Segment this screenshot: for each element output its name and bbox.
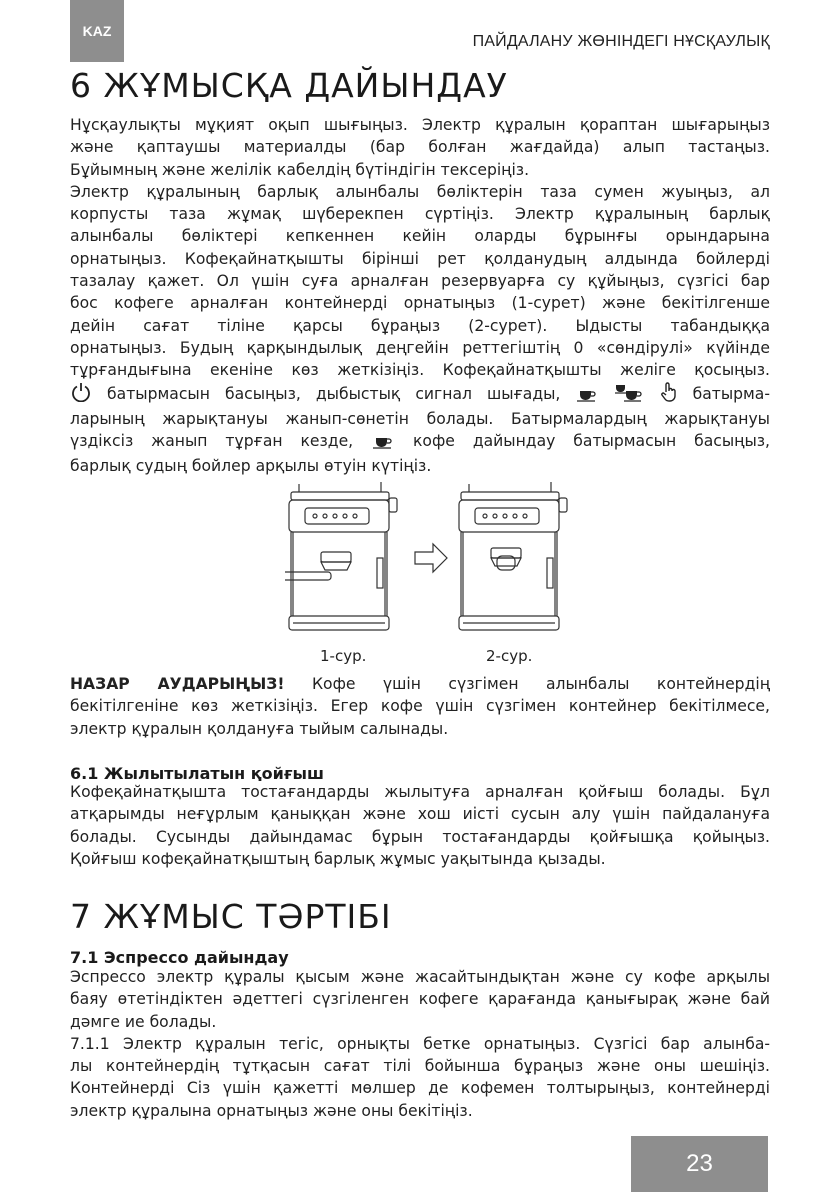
line15-text-b: кофе дайындау батырмасын басыңыз, [413,432,771,451]
body-line: және қаптаушы материалды (бар болған жағдайда) алып тастаңыз. [70,138,770,157]
body-line: Кофеқайнатқышта тостағандарды жылытуға арналған қойғыш болады. Бұл [70,783,770,801]
body-line: Контейнерді Сіз үшін қажетті мөлшер де кофемен толтырыңыз, контейнерді [70,1079,770,1098]
section-6-body [70,114,770,478]
body-line: ларының жарықтануы жанып-сөнетін болады. Батырмалардың жарықтануы [70,409,770,428]
body-line: дейін сағат тіліне қарсы бұраңыз (2-сурет). Ыдысты табандыққа [70,316,770,335]
body-line: корпусты таза жұмақ шүберекпен сүртіңіз. Электр құралының барлық [70,205,770,224]
body-line: орнатыңыз. Будың қарқындылық деңгейін реттегіштің 0 «сөндірулі» күйінде [70,338,770,357]
figure-caption-2: 2-сур. [486,647,533,665]
warning-line: электр құралын қолдануға тыйым салынады. [70,719,449,738]
hand-touch-icon [660,382,678,408]
single-cup-icon [371,433,395,455]
body-line: электр құралына орнатыңыз және оны бекітіңіз. [70,1101,473,1120]
line15-text-a: үздіксіз жанып тұрған кезде, [70,432,354,451]
line13-text-b: батырма- [692,384,770,403]
body-line: Нұсқаулықты мұқият оқып шығыңыз. Электр құралын қораптан шығарыңыз [70,116,770,134]
body-line: Эспрессо электр құралы қысым және жасайтындықтан және су кофе арқылы [70,968,770,986]
body-line: барлық судың бойлер арқылы өтуін күтіңіз. [70,457,432,476]
section-7-1-body [70,966,770,1122]
body-line: дәмге ие болады. [70,1012,217,1031]
body-line: Қойғыш кофеқайнатқыштың барлық жұмыс уақытында қызады. [70,849,606,868]
body-line: тазалау қажет. Ол үшін суға арналған резервуарға су құйыңыз, сүзгісі бар [70,272,770,291]
figure-caption-1: 1-сур. [320,647,367,665]
single-cup-icon [575,386,599,408]
warning-line1-rest: Кофе үшін сүзгімен алынбалы контейнердің [311,675,770,693]
body-line: алынбалы бөліктері кепкеннен кейін оларды бұрынғы орындарына [70,227,770,246]
page-number: 23 [631,1136,768,1192]
body-line-with-icon [70,430,770,455]
section-7-1-title: 7.1 Эспрессо дайындау [70,948,289,967]
body-line: лы контейнердің тұтқасын сағат тілі бойынша бұраңыз және оны шешіңіз. [70,1057,770,1076]
body-line: Бұйымның және желілік кабелдің бүтіндігін тексеріңіз. [70,160,530,179]
warning-block [70,673,770,740]
coffee-machine-illustration [285,478,575,643]
body-line: тұрғандығына екеніне көз жеткізіңіз. Кофеқайнатқышты желіге қосыңыз. [70,361,770,380]
body-line-with-icons [70,382,770,408]
body-line: бос кофеге арналған контейнерді орнатыңыз (1-сурет) және бекітілгенше [70,294,770,313]
body-line: 7.1.1 Электр құралын тегіс, орнықты бетке орнатыңыз. Сүзгісі бар алынба- [70,1034,770,1053]
body-line: баяу өтетіндіктен әдеттегі сүзгіленген кофеге қарағанда қанығырақ және бай [70,990,770,1009]
warning-line [70,673,770,695]
body-line: атқарымды неғұрлым қаныққан және хош иісті сусын алу үшін пайдалануға [70,805,770,824]
language-tab: KAZ [70,0,124,62]
double-cup-icon [614,384,644,408]
running-header: ПАЙДАЛАНУ ЖӨНІНДЕГІ НҰСҚАУЛЫҚ [472,33,770,50]
body-line: болады. Сусынды дайындамас бұрын тостағандарды қойғышқа қойыңыз. [70,827,770,846]
section-7-title: 7 ЖҰМЫС ТӘРТІБІ [70,897,392,936]
line13-text-a: батырмасын басыңыз, дыбыстық сигнал шығады, [107,384,561,403]
section-6-title: 6 ЖҰМЫСҚА ДАЙЫНДАУ [70,66,508,105]
body-line: орнатыңыз. Кофеқайнатқышты бірінші рет қолданудың алдында бойлерді [70,249,770,268]
body-line: Электр құралының барлық алынбалы бөліктерін таза сумен жуыңыз, ал [70,182,770,201]
section-6-1-title: 6.1 Жылытылатын қойғыш [70,764,324,783]
warning-label: НАЗАР АУДАРЫҢЫЗ! [70,675,285,693]
warning-line: бекітілгеніне көз жеткізіңіз. Егер кофе үшін сүзгімен контейнер бекітілмесе, [70,697,770,716]
section-6-1-body [70,781,770,870]
power-icon [70,382,92,408]
